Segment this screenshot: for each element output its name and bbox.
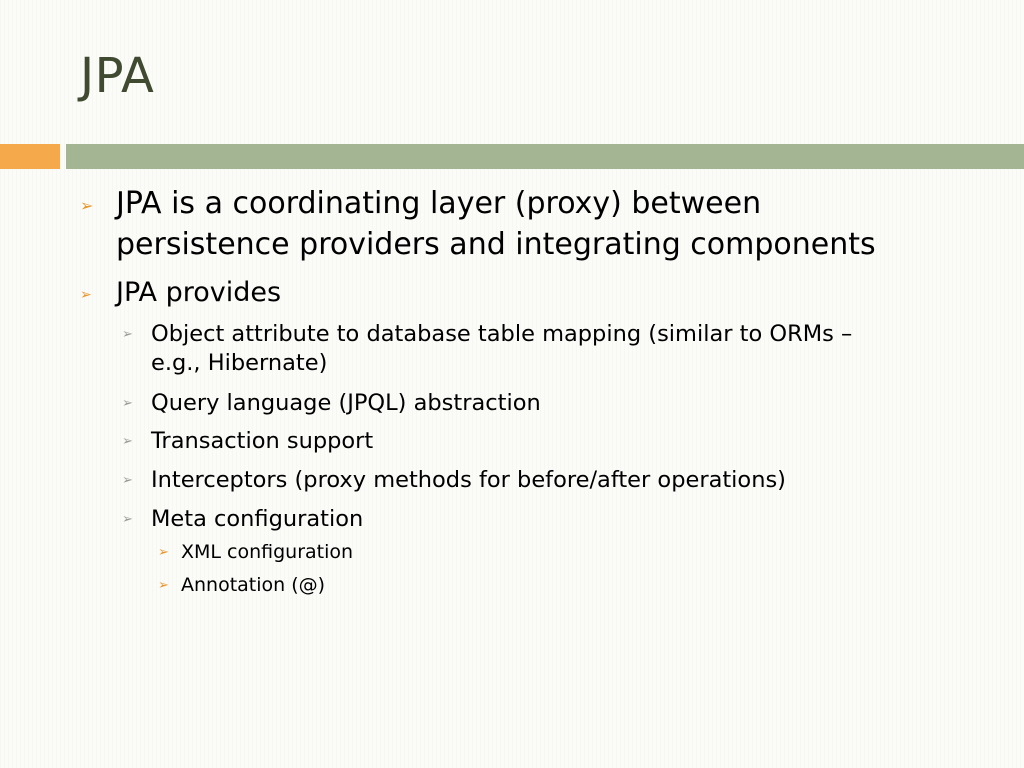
bullet-text: JPA is a coordinating layer (proxy) between (116, 186, 762, 221)
bullet-text: e.g., Hibernate) (151, 350, 328, 376)
accent-band-green (66, 144, 1024, 169)
arrowhead-bullet-icon: ➢ (122, 327, 133, 342)
bullet-text: JPA provides (116, 277, 282, 308)
slide-title: JPA (80, 48, 155, 104)
bullet-text: Object attribute to database table mapping (similar to ORMs – (151, 321, 853, 347)
bullet-text: XML configuration (181, 541, 354, 563)
arrowhead-bullet-icon: ➢ (80, 287, 92, 303)
accent-band-orange (0, 144, 60, 169)
bullet-text: Query language (JPQL) abstraction (151, 390, 541, 416)
bullet-text: Meta configuration (151, 506, 364, 532)
arrowhead-bullet-icon: ➢ (158, 578, 169, 593)
arrowhead-bullet-icon: ➢ (122, 473, 133, 488)
arrowhead-bullet-icon: ➢ (122, 434, 133, 449)
arrowhead-bullet-icon: ➢ (122, 396, 133, 411)
arrowhead-bullet-icon: ➢ (80, 196, 94, 215)
arrowhead-bullet-icon: ➢ (158, 545, 169, 560)
bullet-text: persistence providers and integrating components (116, 227, 876, 262)
bullet-text: Interceptors (proxy methods for before/after operations) (151, 467, 786, 493)
arrowhead-bullet-icon: ➢ (122, 512, 133, 527)
bullet-text: Annotation (@) (181, 574, 326, 596)
bullet-text: Transaction support (151, 428, 374, 454)
